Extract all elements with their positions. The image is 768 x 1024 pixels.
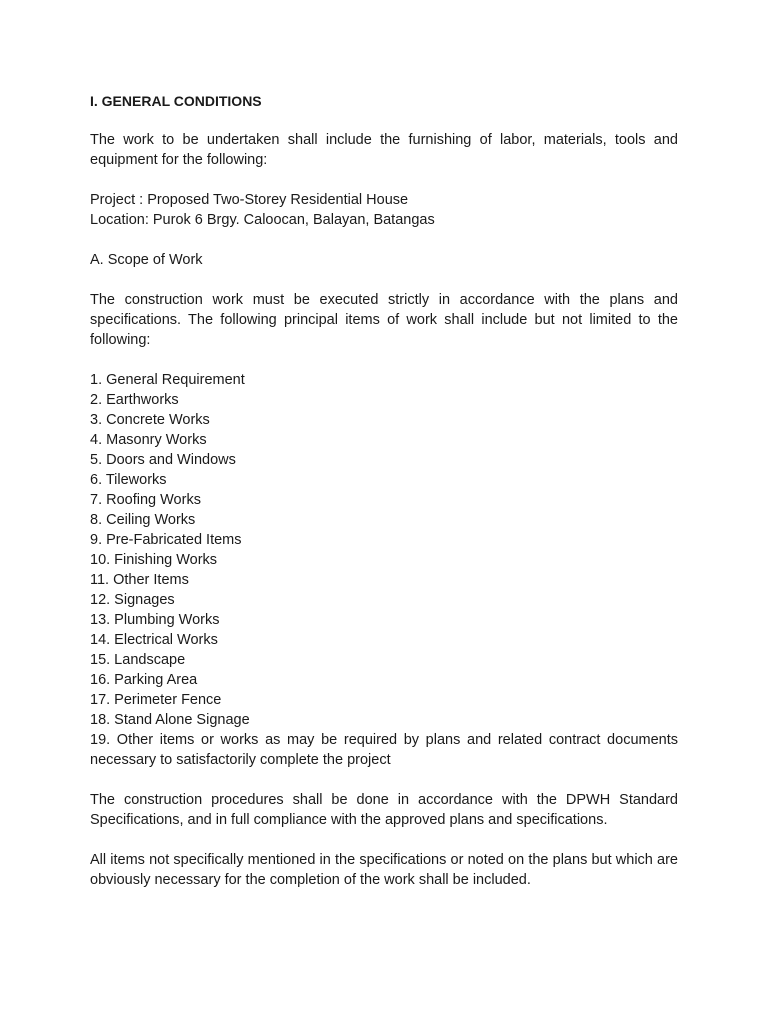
project-line: Project : Proposed Two-Storey Residential House <box>90 192 409 208</box>
scope-intro-paragraph: The construction work must be executed strictly in accordance with the plans and specifications. The following principal items of work shall include but not limited to the following: <box>90 292 678 348</box>
scope-heading: A. Scope of Work <box>90 252 203 268</box>
list-item: 5. Doors and Windows <box>90 452 236 468</box>
document-page <box>90 91 678 890</box>
list-item: 13. Plumbing Works <box>90 612 220 628</box>
list-item: 4. Masonry Works <box>90 432 207 448</box>
project-info <box>90 190 678 230</box>
location-line: Location: Purok 6 Brgy. Caloocan, Balayan, Batangas <box>90 212 435 228</box>
list-item: 11. Other Items <box>90 572 189 588</box>
inclusions-paragraph: All items not specifically mentioned in the specifications or noted on the plans but which are obviously necessary for the completion of the work shall be included. <box>90 852 678 888</box>
list-item: 9. Pre-Fabricated Items <box>90 532 242 548</box>
list-item: 17. Perimeter Fence <box>90 692 222 708</box>
list-item: 16. Parking Area <box>90 672 198 688</box>
list-item: 2. Earthworks <box>90 392 179 408</box>
list-item: 8. Ceiling Works <box>90 512 196 528</box>
scope-items-list <box>90 370 678 770</box>
list-item: 19. Other items or works as may be required by plans and related contract documents necessary to satisfactorily complete the project <box>90 732 678 768</box>
list-item: 14. Electrical Works <box>90 632 218 648</box>
list-item: 10. Finishing Works <box>90 552 218 568</box>
list-item: 12. Signages <box>90 592 175 608</box>
list-item: 6. Tileworks <box>90 472 167 488</box>
list-item: 18. Stand Alone Signage <box>90 712 250 728</box>
procedures-paragraph: The construction procedures shall be done in accordance with the DPWH Standard Specifications, and in full compliance with the approved plans and specifications. <box>90 792 678 828</box>
list-item: 3. Concrete Works <box>90 412 210 428</box>
section-heading: I. GENERAL CONDITIONS <box>90 93 262 109</box>
list-item: 7. Roofing Works <box>90 492 201 508</box>
list-item: 15. Landscape <box>90 652 186 668</box>
list-item: 1. General Requirement <box>90 372 245 388</box>
intro-paragraph: The work to be undertaken shall include the furnishing of labor, materials, tools and equipment for the following: <box>90 132 678 168</box>
